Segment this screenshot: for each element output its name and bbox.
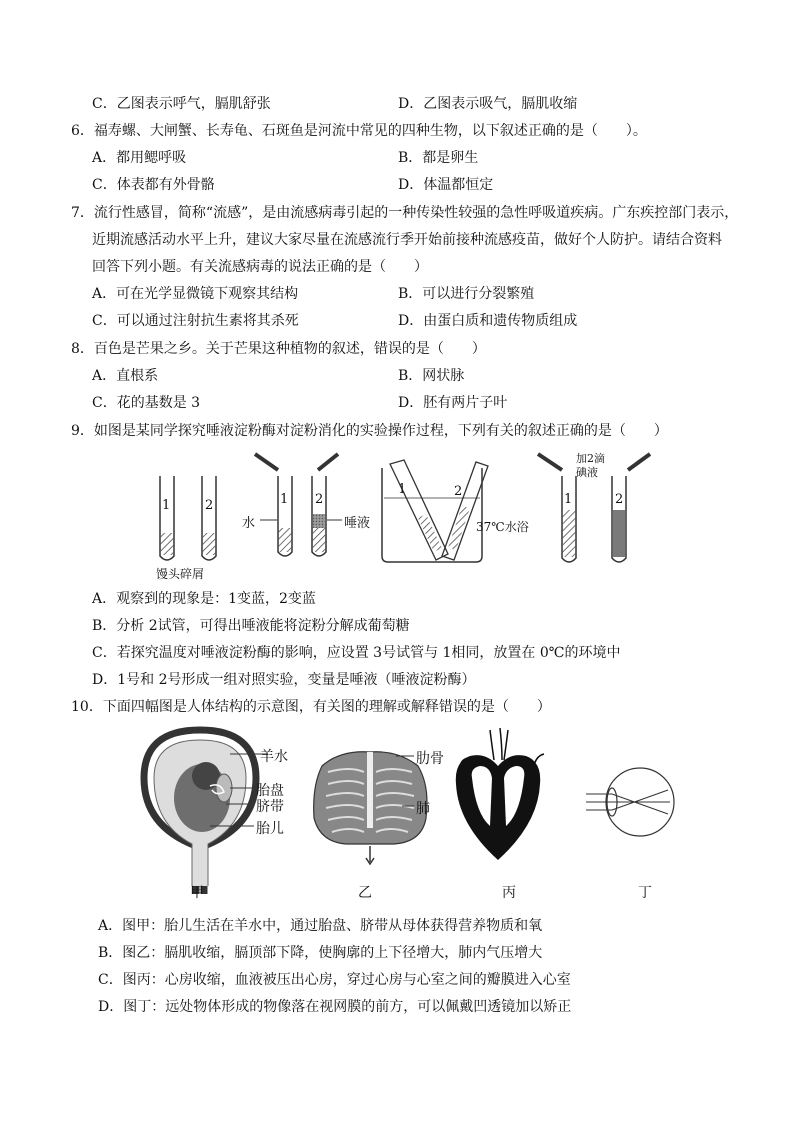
bath-tube2-label: 2 (454, 484, 463, 499)
q9-experiment-figure (150, 448, 660, 582)
step2-tube1-label: 1 (280, 492, 289, 507)
prev-option-d: D．乙图表示吸气，膈肌收缩 (398, 96, 578, 112)
caption-yi: 乙 (358, 885, 372, 901)
q8-option-d: D．胚有两片子叶 (398, 395, 508, 411)
q9-option-b: B．分析 2试管，可得出唾液能将淀粉分解成葡萄糖 (92, 618, 410, 634)
q7-option-d: D．由蛋白质和遗传物质组成 (398, 313, 578, 329)
q7-option-a: A．可在光学显微镜下观察其结构 (92, 286, 299, 302)
q8-option-b: B．网状脉 (398, 368, 465, 384)
amniotic-fluid-label: 羊水 (260, 749, 288, 765)
eye-diagram (586, 768, 674, 836)
q7-option-b: B．可以进行分裂繁殖 (398, 286, 535, 302)
step3-water-bath (382, 460, 488, 562)
q9-option-a: A．观察到的现象是：1变蓝，2变蓝 (92, 591, 316, 607)
q10-anatomy-figure (140, 726, 700, 906)
prev-option-c: C．乙图表示呼气，膈肌舒张 (92, 96, 271, 112)
q10-option-b: B．图乙：膈肌收缩，膈顶部下降，使胸廓的上下径增大，肺内气压增大 (98, 945, 543, 961)
step2-tube2-label: 2 (315, 492, 324, 507)
thorax-diagram (314, 752, 427, 864)
iodine-label-line1: 加2滴 (576, 452, 605, 465)
step4-tube2-label: 2 (615, 492, 624, 507)
q10-stem: 10．下面四幅图是人体结构的示意图，有关图的理解或解释错误的是（ ） (71, 699, 551, 715)
umbilical-cord-label: 脐带 (256, 799, 284, 815)
q6-stem: 6．福寿螺、大闸蟹、长寿龟、石斑鱼是河流中常见的四种生物，以下叙述正确的是（ ）。 (71, 123, 647, 139)
step2-tubes (255, 454, 342, 556)
rib-label: 肋骨 (416, 751, 444, 767)
q7-stem-line2: 近期流感活动水平上升，建议大家尽量在流感流行季开始前接种流感疫苗，做好个人防护。请结合资料 (92, 232, 722, 248)
fetus-label: 胎儿 (256, 821, 284, 837)
heart-diagram (456, 728, 544, 860)
bread-crumbs-label: 馒头碎屑 (156, 567, 205, 581)
q6-option-c: C．体表都有外骨骼 (92, 177, 215, 193)
q6-option-b: B．都是卵生 (398, 150, 479, 166)
step1-tube2-label: 2 (205, 498, 214, 513)
caption-ding: 丁 (638, 885, 652, 901)
lung-label: 肺 (416, 801, 430, 817)
water-bath-label: 37℃水浴 (476, 520, 529, 534)
iodine-label-line2: 碘液 (576, 466, 598, 479)
q7-stem-line1: 7．流行性感冒，简称“流感”，是由流感病毒引起的一种传染性较强的急性呼吸道疾病。广东疾控部门表示， (71, 205, 739, 221)
step1-tube1-label: 1 (162, 498, 171, 513)
q6-option-d: D．体温都恒定 (398, 177, 494, 193)
uterus-fetus-diagram (144, 730, 268, 894)
q10-option-d: D．图丁：远处物体形成的物像落在视网膜的前方，可以佩戴凹透镜加以矫正 (98, 999, 572, 1015)
q8-option-a: A．直根系 (92, 368, 159, 384)
q10-option-c: C．图丙：心房收缩，血液被压出心房，穿过心房与心室之间的瓣膜进入心室 (98, 972, 571, 988)
caption-bing: 丙 (502, 885, 516, 901)
q9-stem: 9．如图是某同学探究唾液淀粉酶对淀粉消化的实验操作过程，下列有关的叙述正确的是（ ） (71, 423, 668, 439)
water-label: 水 (242, 516, 256, 531)
q7-option-c: C．可以通过注射抗生素将其杀死 (92, 313, 299, 329)
saliva-label: 唾液 (344, 516, 371, 531)
step1-tubes (160, 476, 216, 560)
q9-option-c: C．若探究温度对唾液淀粉酶的影响，应设置 3号试管与 1相同，放置在 0℃的环境中 (92, 645, 621, 661)
q8-option-c: C．花的基数是 3 (92, 395, 201, 411)
q10-option-a: A．图甲：胎儿生活在羊水中，通过胎盘、脐带从母体获得营养物质和氧 (98, 918, 543, 934)
step4-tube1-label: 1 (564, 492, 573, 507)
q6-option-a: A．都用鳃呼吸 (92, 150, 187, 166)
caption-jia: 甲 (190, 885, 204, 901)
q8-stem: 8．百色是芒果之乡。关于芒果这种植物的叙述，错误的是（ ） (71, 341, 486, 357)
placenta-label: 胎盘 (256, 783, 284, 799)
bath-tube1-label: 1 (398, 482, 407, 497)
q7-stem-line3: 回答下列小题。有关流感病毒的说法正确的是（ ） (92, 259, 428, 275)
q9-option-d: D．1号和 2号形成一组对照实验，变量是唾液（唾液淀粉酶） (92, 672, 476, 688)
